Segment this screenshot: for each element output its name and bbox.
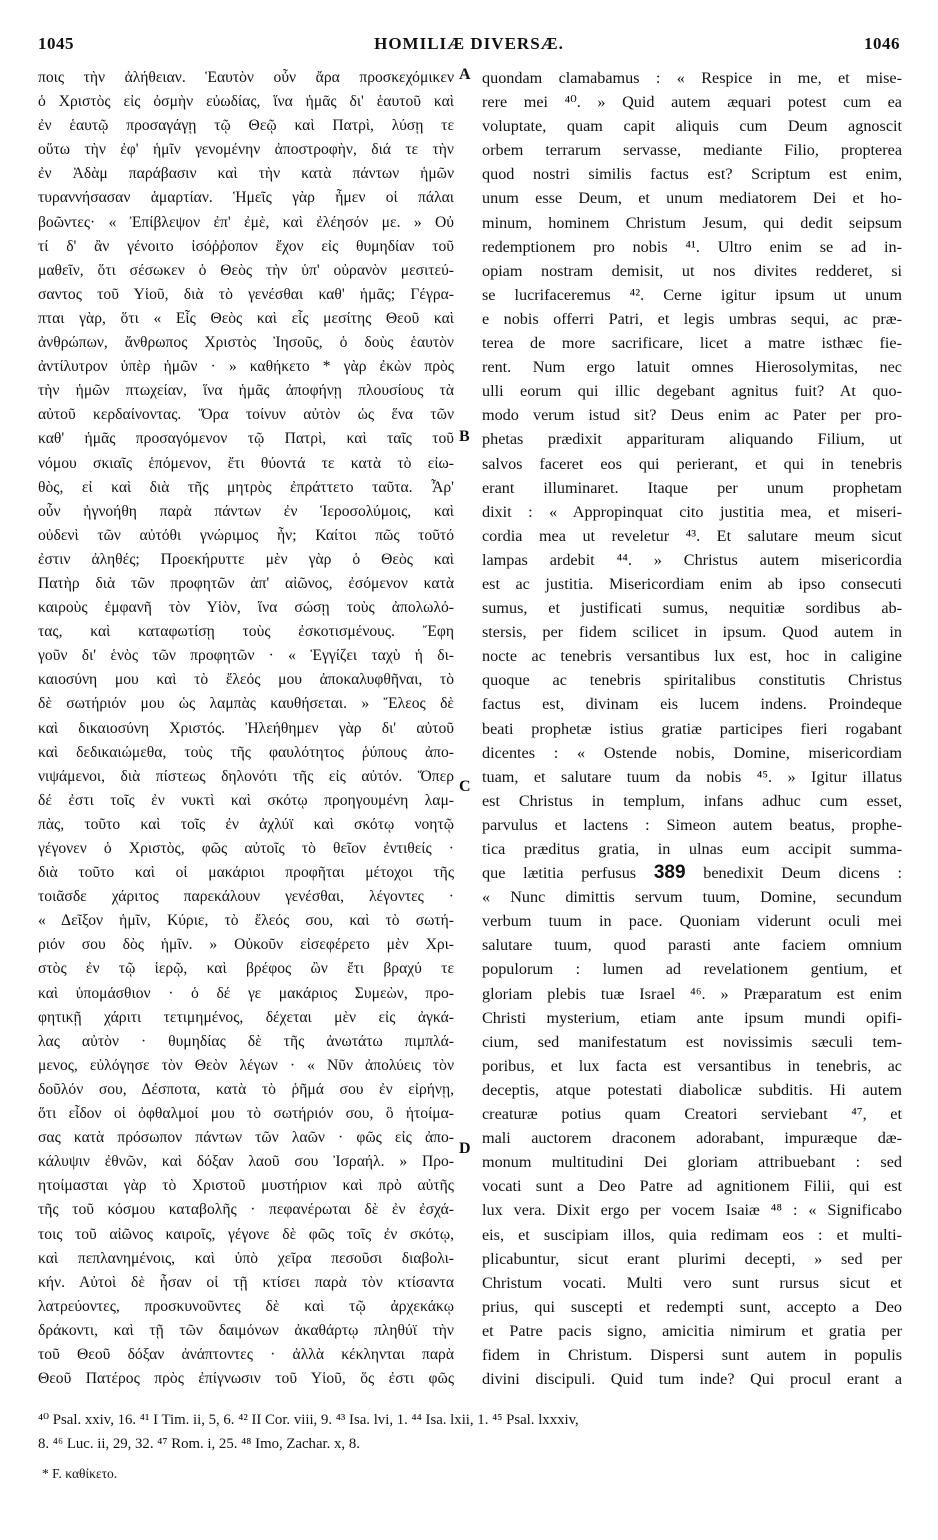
- greek-line: φητικῇ χάριτι τετιμημένος, δέχεται μὲν εἰς ἀγκά-: [38, 1008, 454, 1026]
- latin-line: stersis, per fidem scilicet in ipsum. Quod autem in: [482, 623, 902, 642]
- latin-line: est ac justitia. Misericordiam enim ab ipso consecuti: [482, 574, 902, 593]
- footnote-variant: * F. καθίκετο.: [42, 1466, 118, 1481]
- latin-line: dicentes : « Ostende nobis, Domine, misericordiam: [482, 743, 902, 762]
- latin-line: prius, qui suscepti et redempti sunt, accepto a Deo: [482, 1297, 902, 1316]
- latin-line: phetas prædixit apparituram aliquando Filium, ut: [482, 430, 902, 449]
- greek-line: κήν. Αὐτοὶ δὲ ἦσαν οἱ τῇ κτίσει παρὰ τὸν κτίσαντα: [38, 1273, 454, 1291]
- latin-line: unum esse Deum, et unum mediatorem Dei et ho-: [482, 189, 902, 208]
- latin-line: ulli eorum qui illic degebant agnitus fuit? At quo-: [482, 382, 902, 401]
- latin-line: eis, et suscipiam illos, quia redimam eos : et multi-: [482, 1225, 902, 1244]
- latin-line: tica præditus gratia, in ulnas eum accipit summa-: [482, 840, 902, 858]
- latin-line: tuam, et salutare tuum da nobis ⁴⁵. » Igitur illatus: [482, 767, 902, 786]
- greek-line: λας αὐτὸν · θυμηδίας δὲ τῆς ἀνωτάτω πιμπλά-: [38, 1032, 454, 1050]
- greek-line: διὰ τοῦτο καὶ οἱ μακάριοι προφῆται μέτοχοι τῆς: [38, 864, 454, 882]
- latin-line: salutare tuum, quod parasti ante faciem omnium: [482, 936, 902, 955]
- greek-line: μενος, εὐλόγησε τὸν Θεὸν λέγων · « Νῦν ἀπολύεις τὸν: [38, 1056, 454, 1074]
- greek-line: καθ' ἡμᾶς προσαγόμενον τῷ Πατρὶ, καὶ ταῖς τοῦ: [38, 430, 454, 448]
- greek-line: πται γὰρ, ὅτι « Εἷς Θεὸς καὶ εἷς μεσίτης Θεοῦ καὶ: [38, 309, 454, 327]
- latin-line: factus est, divinam eis lucem indens. Proindeque: [482, 695, 902, 714]
- greek-line: ἀντίλυτρον ὑπὲρ ἡμῶν · » καθήκετο * γὰρ ἐκὼν πρὸς: [38, 358, 454, 376]
- greek-line: οὕτω τὴν ἐφ' ἡμῖν γενομένην ἀποστροφὴν, διά τε τὴν: [38, 141, 454, 159]
- latin-line: Christum vocati. Multi vero sunt rursus sicut et: [482, 1273, 902, 1292]
- latin-line: quod nostri similis factus est? Scriptum est enim,: [482, 165, 902, 184]
- latin-line: se lucrifaceremus ⁴². Cerne igitur ipsum ut unum: [482, 285, 902, 304]
- footnote-line-1: ⁴⁰ Psal. xxiv, 16. ⁴¹ I Tim. ii, 5, 6. ⁴² II Cor. viii, 9. ⁴³ Isa. lvi, 1. ⁴⁴ Isa. lxii, 1. ⁴⁵ Psal. lxxxiv,: [38, 1412, 579, 1428]
- greek-line: δοῦλόν σου, Δέσποτα, κατὰ τὸ ῥῆμά σου ἐν εἰρήνῃ,: [38, 1080, 454, 1098]
- latin-line: lampas ardebit ⁴⁴. » Christus autem misericordia: [482, 550, 902, 569]
- latin-line: plicabuntur, sicut erant plurimi decepti, » sed per: [482, 1249, 902, 1268]
- margin-marker-a: A: [459, 66, 471, 83]
- latin-line: rent. Num ergo latuit omnes Hierosolymitas, nec: [482, 358, 902, 377]
- latin-line: quondam clamabamus : « Respice in me, et mise-: [482, 69, 902, 87]
- latin-line: « Nunc dimittis servum tuum, Domine, secundum: [482, 888, 902, 907]
- greek-line: σας κατὰ πρόσωπον πάντων τῶν λαῶν · φῶς εἰς ἀπο-: [38, 1129, 454, 1147]
- greek-line: καὶ πεπλανημένοις, καὶ ὑπὸ χεῖρα πεσοῦσι διαβολι-: [38, 1249, 454, 1267]
- latin-line: populorum : lumen ad revelationem gentium, et: [482, 960, 902, 979]
- greek-line: δράκοντι, καὶ τῇ τῶν δαιμόνων ἀκαθάρτῳ πληθύϊ τὴν: [38, 1321, 454, 1339]
- greek-line: μαθεῖν, ὅτι σέσωκεν ὁ Θεὸς τὴν ὑπ' οὐρανὸν μεσιτεύ-: [38, 261, 454, 279]
- latin-line: redemptionem pro nobis ⁴¹. Ultro enim se ad in-: [482, 237, 902, 256]
- greek-line: ριόν σου δὸς ἡμῖν. » Οὐκοῦν εἰσεφέρετο μὲν Χρι-: [38, 936, 454, 954]
- greek-line: πὰς, τοῦτο καὶ τοῖς ἐν ἀχλύϊ καὶ σκότῳ νοητῷ: [38, 815, 454, 833]
- page-number-right: 1046: [864, 34, 900, 53]
- greek-line: τὴν ἡμῶν πτωχείαν, ἵνα ἡμᾶς ἀποφήνῃ πλουσίους τὰ: [38, 382, 454, 400]
- latin-line: Christi mysterium, etiam ante ipsum mundi opifi-: [482, 1008, 902, 1027]
- greek-line: λατρεύοντες, προσκυνοῦντες δὲ καὶ τῷ ἀρχεκάκῳ: [38, 1297, 454, 1315]
- latin-line: salvos faceret eos qui perierant, et qui in tenebris: [482, 454, 902, 473]
- latin-line: lux vera. Dixit ergo per vocem Isaiæ ⁴⁸ : « Significabo: [482, 1201, 902, 1220]
- latin-line: beati prophetæ istius gratiæ participes fieri rogabant: [482, 719, 902, 738]
- latin-line: rere mei ⁴⁰. » Quid autem æquari potest cum ea: [482, 93, 902, 112]
- footnotes: [38, 1408, 902, 1486]
- latin-line: creaturæ potius quam Creatori serviebant ⁴⁷, et: [482, 1105, 902, 1124]
- margin-marker-b: B: [459, 428, 470, 445]
- latin-line: modo verum istud sit? Deus enim ac Pater per pro-: [482, 406, 902, 425]
- greek-line: δέ ἐστι τοῖς ἐν νυκτὶ καὶ σκότῳ προηγουμένη λαμ-: [38, 791, 454, 809]
- greek-line: βοῶντες· « Ἐπίβλεψον ἐπ' ἐμὲ, καὶ ἐλέησόν με. » Οὐ: [38, 213, 454, 231]
- latin-line: nocte ac tenebris versantibus lux est, hoc in caligine: [482, 647, 902, 666]
- latin-line: opiam nostram demisit, ut nos divites redderet, si: [482, 261, 902, 280]
- greek-line: ἐν ἑαυτῷ προσαγάγῃ τῷ Θεῷ καὶ Πατρὶ, λύσῃ τε: [38, 117, 454, 135]
- greek-line: οὖν ἠγνοήθη παρὰ πάντων ἐν Ἱεροσολύμοις, καὶ: [38, 502, 454, 520]
- greek-line: γέγονεν ὁ Χριστὸς, φῶς αὐτοῖς τὸ θεῖον ἐντιθείς ·: [38, 840, 454, 857]
- latin-line: parvulus et lactens : Simeon autem beatus, prophe-: [482, 815, 902, 834]
- latin-line: gloriam plebis tuæ Israel ⁴⁶. » Præparatum est enim: [482, 984, 902, 1003]
- latin-line: e nobis offerri Patri, et legis umbras sequi, ac præ-: [482, 309, 902, 328]
- latin-line: cium, sed manifestatum est novissimis sæculi tem-: [482, 1032, 902, 1051]
- latin-line: voluptate, quam capit aliquis cum Deum agnoscit: [482, 117, 902, 136]
- latin-line: terea de more sacrificare, licet a matre isthæc fie-: [482, 334, 902, 353]
- latin-line: deceptis, atque potestati diabolicæ subditis. Hi autem: [482, 1080, 902, 1099]
- latin-line: mali auctorem draconem adorabant, impuræque dæ-: [482, 1129, 902, 1148]
- latin-line: erant illuminaret. Itaque per unum prophetam: [482, 478, 902, 497]
- greek-line: Θεοῦ Πατέρος πρὸς ἐπίγνωσιν τοῦ Υἱοῦ, ὅς ἐστι φῶς: [38, 1370, 454, 1388]
- latin-line: sumus, et justificati sumus, nequitiæ sordibus ab-: [482, 599, 902, 618]
- latin-line-number-before: que lætitia perfusus: [482, 864, 637, 883]
- latin-line: fidem in Christum. Dispersi sunt autem in populis: [482, 1345, 902, 1364]
- greek-line: θὸς, εἰ καὶ διὰ τῆς μητρὸς ἐπράττετο ταῦτα. Ἆρ': [38, 478, 454, 496]
- greek-line: καιροὺς ἐμφανῆ τὸν Υἱὸν, ἵνα σώσῃ τοὺς ἀπολωλό-: [38, 599, 454, 617]
- greek-line: νόμου σκιαῖς ἑπόμενον, ἔτι θύοντά τε κατὰ τὸ εἰω-: [38, 454, 454, 472]
- greek-line: τῆς τοῦ κόσμου καταβολῆς · πεφανέρωται δὲ ἐν ἐσχά-: [38, 1201, 454, 1219]
- page-number-left: 1045: [38, 34, 74, 53]
- latin-line: est Christus in templum, infans adhuc cum esset,: [482, 791, 902, 810]
- greek-line: ἀνθρώπων, ἄνθρωπος Χριστὸς Ἰησοῦς, ὁ δοὺς ἑαυτὸν: [38, 334, 454, 352]
- greek-line: σαντος τοῦ Υἱοῦ, διὰ τὸ γενέσθαι καθ' ἡμᾶς; Γέγρα-: [38, 285, 454, 303]
- greek-line: καὶ ὑπομάσθιον · ὁ δέ γε μακάριος Συμεὼν, προ-: [38, 984, 454, 1002]
- latin-line: quoque ac tenebris spiritalibus constitutis Christus: [482, 671, 902, 690]
- greek-line: « Δεῖξον ἡμῖν, Κύριε, τὸ ἔλεός σου, καὶ τὸ σωτή-: [38, 912, 454, 930]
- footnote-line-2: 8. ⁴⁶ Luc. ii, 29, 32. ⁴⁷ Rom. i, 25. ⁴⁸ Imo, Zachar. x, 8.: [38, 1436, 360, 1452]
- latin-line: monum multitudini Dei gloriam attribuebant : sed: [482, 1153, 902, 1172]
- greek-line: ἐστιν ἀληθές; Προεκήρυττε μὲν γὰρ ὁ Θεὸς καὶ: [38, 550, 454, 568]
- greek-line: καιοσύνη μου καὶ τὸ ἔλεός μου ἀποκαλυφθῆναι, τὸ: [38, 671, 454, 689]
- greek-line: γοῦν δι' ἑνὸς τῶν προφητῶν · « Ἐγγίζει ταχὺ ἡ δι-: [38, 647, 454, 665]
- latin-line-number: [482, 861, 902, 885]
- latin-line: poribus, et lux facta est versantibus in tenebris, ac: [482, 1056, 902, 1075]
- greek-line: κάλυψιν ἐθνῶν, καὶ δόξαν λαοῦ σου Ἰσραήλ. » Προ-: [38, 1153, 454, 1171]
- latin-line: orbem terrarum servasse, mediante Filio, propterea: [482, 141, 902, 160]
- greek-line: τοῦ Θεοῦ δόξαν ἀνάπτοντες · ἀλλὰ κέκληνται παρὰ: [38, 1345, 454, 1363]
- latin-line: vocati sunt a Deo Patre ad agnitionem Filii, qui est: [482, 1177, 902, 1196]
- greek-line: ποις τὴν ἀλήθειαν. Ἑαυτὸν οὖν ἄρα προσκεχόμικεν: [38, 69, 454, 86]
- greek-line: καὶ δικαιοσύνη Χριστός. Ἠλεήθημεν γὰρ δι' αὐτοῦ: [38, 719, 454, 737]
- greek-line: οὐδενὶ τῶν αὐτόθι γνώριμος ἦν; Καίτοι πῶς τοῦτό: [38, 526, 454, 544]
- latin-line: verbum tuum in pace. Quoniam viderunt oculi mei: [482, 912, 902, 931]
- latin-line: minum, hominem Christum Jesum, qui dedit seipsum: [482, 213, 902, 232]
- greek-line: Πατὴρ διὰ τῶν προφητῶν ἀπ' αἰῶνος, ἐσόμενον κατὰ: [38, 574, 454, 592]
- margin-marker-c: C: [459, 778, 471, 795]
- greek-line: στὸς ἐν τῷ ἱερῷ, καὶ βρέφος ὢν ἔτι βραχύ τε: [38, 960, 454, 978]
- latin-text-column: [482, 66, 902, 1406]
- greek-line: ὅτι εἶδον οἱ ὀφθαλμοί μου τὸ σωτήριόν σου, ὃ ἡτοίμα-: [38, 1105, 454, 1123]
- greek-line: ἐν Ἀδὰμ παράβασιν καὶ τὴν κατὰ πάντων ἡμῶν: [38, 165, 454, 183]
- latin-line-number-after: benedixit Deum dicens :: [703, 864, 902, 883]
- greek-line: ητοίμασται γὰρ τὸ Χριστοῦ μυστήριον καὶ πρὸ αὐτῆς: [38, 1177, 454, 1195]
- column-number: 389: [653, 862, 686, 884]
- greek-line: τί δ' ἂν γένοιτο ἰσόῤῥοπον ἔχον εἰς θυμηδίαν τοῦ: [38, 237, 454, 255]
- greek-line: αὐτοῦ κερδαίνοντας. Ὅρα τοίνυν αὐτὸν ὡς ἕνα τῶν: [38, 406, 454, 424]
- greek-line: τας, καὶ καταφωτίσῃ τοὺς ἐσκοτισμένους. Ἔφη: [38, 623, 454, 641]
- latin-line: divini discipuli. Quid tum inde? Qui procul erant a: [482, 1370, 902, 1389]
- latin-line: et Patre pacis signo, amicitia nimirum et gratia per: [482, 1321, 902, 1340]
- greek-line: τυραννήσασαν ἁμαρτίαν. Ἡμεῖς γὰρ ἦμεν οἱ πάλαι: [38, 189, 454, 207]
- latin-line: dixit : « Appropinquat cito justitia mea, et miseri-: [482, 502, 902, 521]
- greek-line: νιψάμενοι, διὰ πίστεως δηλονότι τῆς εἰς αὐτόν. Ὅπερ: [38, 767, 454, 785]
- margin-marker-d: D: [459, 1140, 471, 1157]
- latin-line: cordia mea ut reveletur ⁴³. Et salutare meum sicut: [482, 526, 902, 545]
- greek-line: τοις τοῦ αἰῶνος καιροῖς, γέγονε δὲ φῶς τοῖς ἐν σκότῳ,: [38, 1225, 454, 1243]
- greek-line: καὶ δεδικαιώμεθα, τοὺς τῆς φαυλότητος ῥύπους ἀπο-: [38, 743, 454, 761]
- page-header: [38, 34, 900, 62]
- greek-line: ὁ Χριστὸς εἰς ὀσμὴν εὐωδίας, ἵνα ἡμᾶς δι' ἑαυτοῦ καὶ: [38, 93, 454, 111]
- greek-line: τοιᾶσδε χάριτος παρεκάλουν γενέσθαι, λέγοντες ·: [38, 888, 454, 906]
- greek-text-column: [38, 66, 454, 1406]
- running-title: HOMILIÆ DIVERSÆ.: [374, 34, 564, 53]
- greek-line: δὲ σωτήριόν μου ὡς λαμπὰς καυθήσεται. » Ἔλεος δὲ: [38, 695, 454, 713]
